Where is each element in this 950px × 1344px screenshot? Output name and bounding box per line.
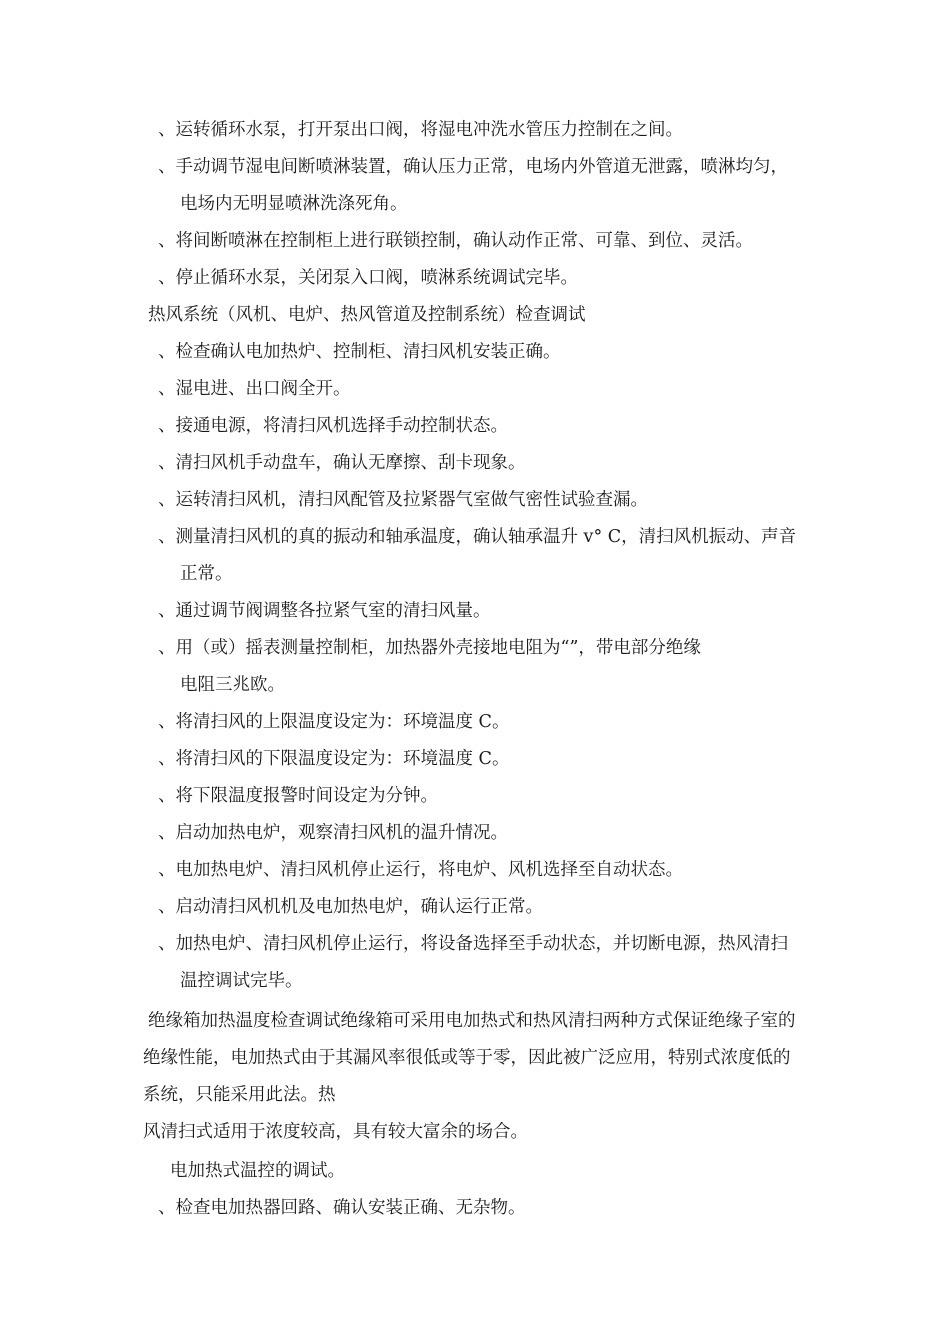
text-line: 、通过调节阀调整各拉紧气室的清扫风量。 <box>158 601 491 621</box>
text-line: 电阻三兆欧。 <box>180 675 285 695</box>
paragraph-line: 绝缘性能，电加热式由于其漏风率很低或等于零，因此被广泛应用，特别式浓度低的 <box>143 1048 791 1068</box>
text-line: 、手动调节湿电间断喷淋装置，确认压力正常，电场内外管道无泄露，喷淋均匀， <box>158 157 788 177</box>
text-line: 、检查电加热器回路、确认安装正确、无杂物。 <box>158 1198 526 1218</box>
text-line: 、将间断喷淋在控制柜上进行联锁控制，确认动作正常、可靠、到位、灵活。 <box>158 231 753 251</box>
text-line: 、运转清扫风机，清扫风配管及拉紧器气室做气密性试验查漏。 <box>158 490 648 510</box>
text-line: 正常。 <box>180 564 233 584</box>
text-line: 、电加热电炉、清扫风机停止运行，将电炉、风机选择至自动状态。 <box>158 860 683 880</box>
text-line: 、将下限温度报警时间设定为分钟。 <box>158 786 438 806</box>
text-line: 、停止循环水泵，关闭泵入口阀，喷淋系统调试完毕。 <box>158 268 578 288</box>
text-line: 、湿电进、出口阀全开。 <box>158 379 351 399</box>
paragraph-line: 风清扫式适用于浓度较高，具有较大富余的场合。 <box>143 1122 528 1142</box>
text-line: 、运转循环水泵，打开泵出口阀，将湿电冲洗水管压力控制在之间。 <box>158 120 683 140</box>
section-heading: 热风系统（风机、电炉、热风管道及控制系统）检查调试 <box>148 305 586 325</box>
text-line: 、启动清扫风机机及电加热电炉，确认运行正常。 <box>158 897 543 917</box>
text-line: 、加热电炉、清扫风机停止运行，将设备选择至手动状态，并切断电源，热风清扫 <box>158 934 788 954</box>
paragraph-line: 绝缘箱加热温度检查调试绝缘箱可采用电加热式和热风清扫两种方式保证绝缘子室的 <box>148 1011 796 1031</box>
text-line: 温控调试完毕。 <box>180 971 303 991</box>
text-line: 、启动加热电炉，观察清扫风机的温升情况。 <box>158 823 508 843</box>
text-line: 电场内无明显喷淋洗涤死角。 <box>180 194 408 214</box>
text-line: 、清扫风机手动盘车，确认无摩擦、刮卡现象。 <box>158 453 526 473</box>
text-line: 、测量清扫风机的真的振动和轴承温度，确认轴承温升 v° C，清扫风机振动、声音 <box>158 527 797 547</box>
text-line: 、用（或）摇表测量控制柜，加热器外壳接地电阻为“”，带电部分绝缘 <box>158 638 701 658</box>
subheading: 电加热式温控的调试。 <box>170 1161 345 1181</box>
paragraph-line: 系统，只能采用此法。热 <box>143 1085 336 1105</box>
text-line: 、将清扫风的下限温度设定为：环境温度 C。 <box>158 749 510 769</box>
text-line: 、接通电源，将清扫风机选择手动控制状态。 <box>158 416 508 436</box>
text-line: 、将清扫风的上限温度设定为：环境温度 C。 <box>158 712 510 732</box>
text-line: 、检查确认电加热炉、控制柜、清扫风机安装正确。 <box>158 342 561 362</box>
